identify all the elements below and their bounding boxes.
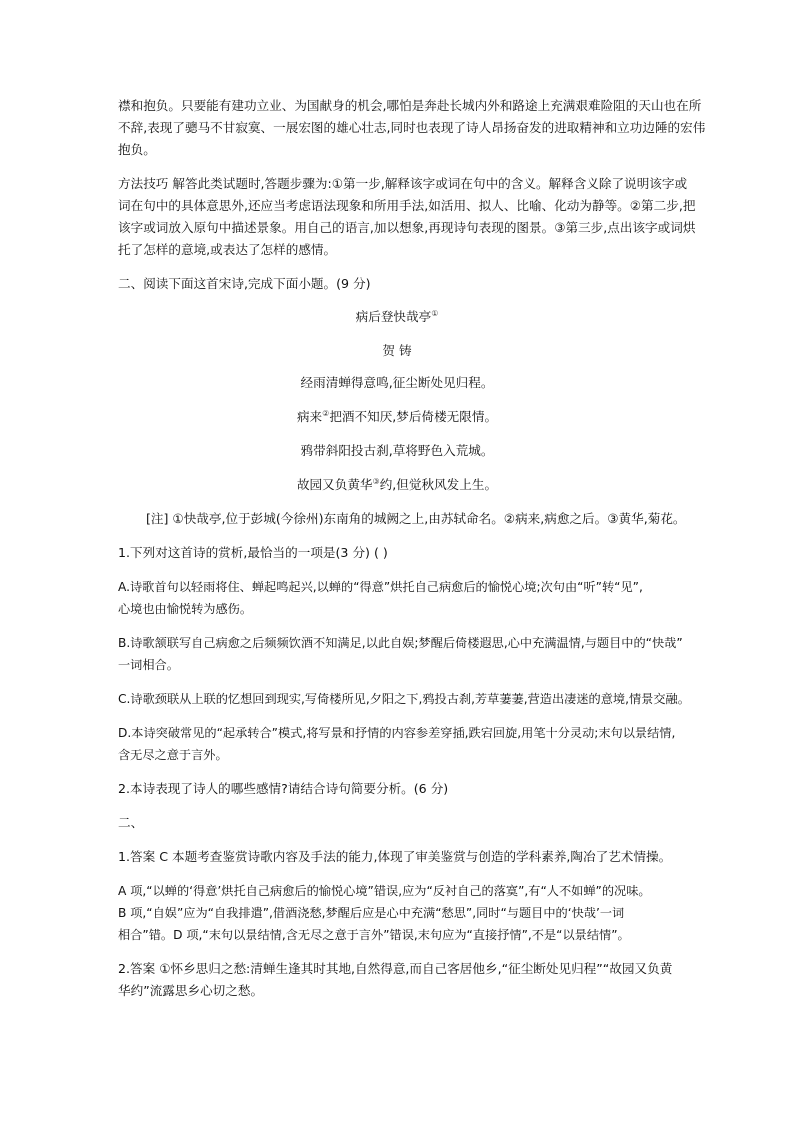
poem-title	[0, 307, 794, 327]
section-heading: 二、阅读下面这首宋诗,完成下面小题。(9 分)	[118, 276, 371, 291]
question1-option-d-line2: 含无尽之意于言外。	[118, 748, 228, 762]
answer2-line-1: 2.答案 ①怀乡思归之愁:清蝉生逢其时其地,自然得意,而自己客居他乡,“征尘断处见归程”“故园又负黄	[118, 961, 673, 976]
method-line-3: 该字或词放入原句中描述景象。用自己的语言,加以想象,再现诗句表现的图景。③第三步,点出该字或词烘	[118, 220, 696, 235]
method-line-4: 托了怎样的意境,或表达了怎样的感情。	[118, 242, 337, 257]
question1-option-a-line1: A.诗歌首句以轻雨将住、蝉起鸣起兴,以蝉的“得意”烘托自己病愈后的愉悦心境;次句由“听”转“见”,	[118, 580, 643, 594]
poem-line-2	[0, 407, 794, 427]
question1-stem: 1.下列对这首诗的赏析,最恰当的一项是(3 分) ( )	[118, 545, 388, 560]
method-line-1: 方法技巧 解答此类试题时,答题步骤为:①第一步,解释该字或词在句中的含义。解释含义除了说明该字或	[118, 176, 688, 191]
poem-line-2-b: 把酒不知厌,梦后倚楼无限情。	[329, 409, 498, 424]
answer-heading: 二、	[118, 815, 144, 830]
intro-line-3: 抱负。	[118, 142, 156, 157]
method-line-2: 词在句中的具体意思外,还应当考虑语法现象和所用手法,如活用、拟人、比喻、化动为静等。②第二步,把	[118, 198, 696, 213]
answer1-detail-3: 相合”错。D 项,“末句以景结情,含无尽之意于言外”错误,末句应为“直接抒情”,不是“以景结情”。	[118, 928, 630, 942]
intro-line-2: 不辞,表现了骢马不甘寂寞、一展宏图的雄心壮志,同时也表现了诗人昂扬奋发的进取精神和立功边陲的宏伟	[118, 120, 706, 135]
poem-line-4-a: 故园又负黄华	[296, 477, 373, 492]
poem-line-1: 经雨清蝉得意鸣,征尘断处见归程。	[300, 375, 494, 390]
poem-title-note: ①	[431, 308, 439, 318]
question1-option-b-line2: 一词相合。	[118, 658, 179, 672]
poem-title-text: 病后登快哉亭	[355, 309, 432, 324]
answer2-line-2: 华约”流露思乡心切之愁。	[118, 983, 264, 998]
question1-option-d-line1: D.本诗突破常见的“起承转合”模式,将写景和抒情的内容参差穿插,跌宕回旋,用笔十分灵动;末句以景结情,	[118, 726, 676, 740]
poem-author: 贺 铸	[382, 343, 412, 358]
intro-line-1: 襟和抱负。只要能有建功立业、为国献身的机会,哪怕是奔赴长城内外和路途上充满艰难险阻的天山也在所	[118, 98, 702, 113]
poem-footnote: [注] ①快哉亭,位于彭城(今徐州)东南角的城阙之上,由苏轼命名。②病来,病愈之后。③黄华,菊花。	[146, 511, 686, 526]
answer1-detail-2: B 项,“自娱”应为“自我排遣”,借酒浇愁,梦醒后应是心中充满“愁思”,同时“与题目中的‘快哉’一词	[118, 906, 625, 920]
question1-option-b-line1: B.诗歌颔联写自己病愈之后频频饮酒不知满足,以此自娱;梦醒后倚楼遐思,心中充满温情,与题目中的“快哉”	[118, 636, 683, 650]
poem-line-3: 鸦带斜阳投古刹,草将野色入荒城。	[300, 443, 494, 458]
poem-line-2-a: 病来	[296, 409, 323, 424]
answer1-line: 1.答案 C 本题考查鉴赏诗歌内容及手法的能力,体现了审美鉴赏与创造的学科素养,陶冶了艺术情操。	[118, 849, 672, 864]
poem-line-4-note: ③	[372, 476, 380, 486]
poem-line-4	[0, 475, 794, 495]
question1-option-a-line2: 心境也由愉悦转为感伤。	[118, 602, 253, 616]
poem-line-4-b: 约,但觉秋风发上生。	[379, 477, 498, 492]
answer1-detail-1: A 项,“以蝉的‘得意’烘托自己病愈后的愉悦心境”错误,应为“反衬自己的落寞”,有“人不如蝉”的况味。	[118, 884, 651, 898]
question2-stem: 2.本诗表现了诗人的哪些感情?请结合诗句简要分析。(6 分)	[118, 781, 449, 796]
poem-line-2-note: ②	[322, 408, 330, 418]
question1-option-c-line1: C.诗歌颈联从上联的忆想回到现实,写倚楼所见,夕阳之下,鸦投古刹,芳草萋萋,营造出凄迷的意境,情景交融。	[118, 692, 690, 706]
